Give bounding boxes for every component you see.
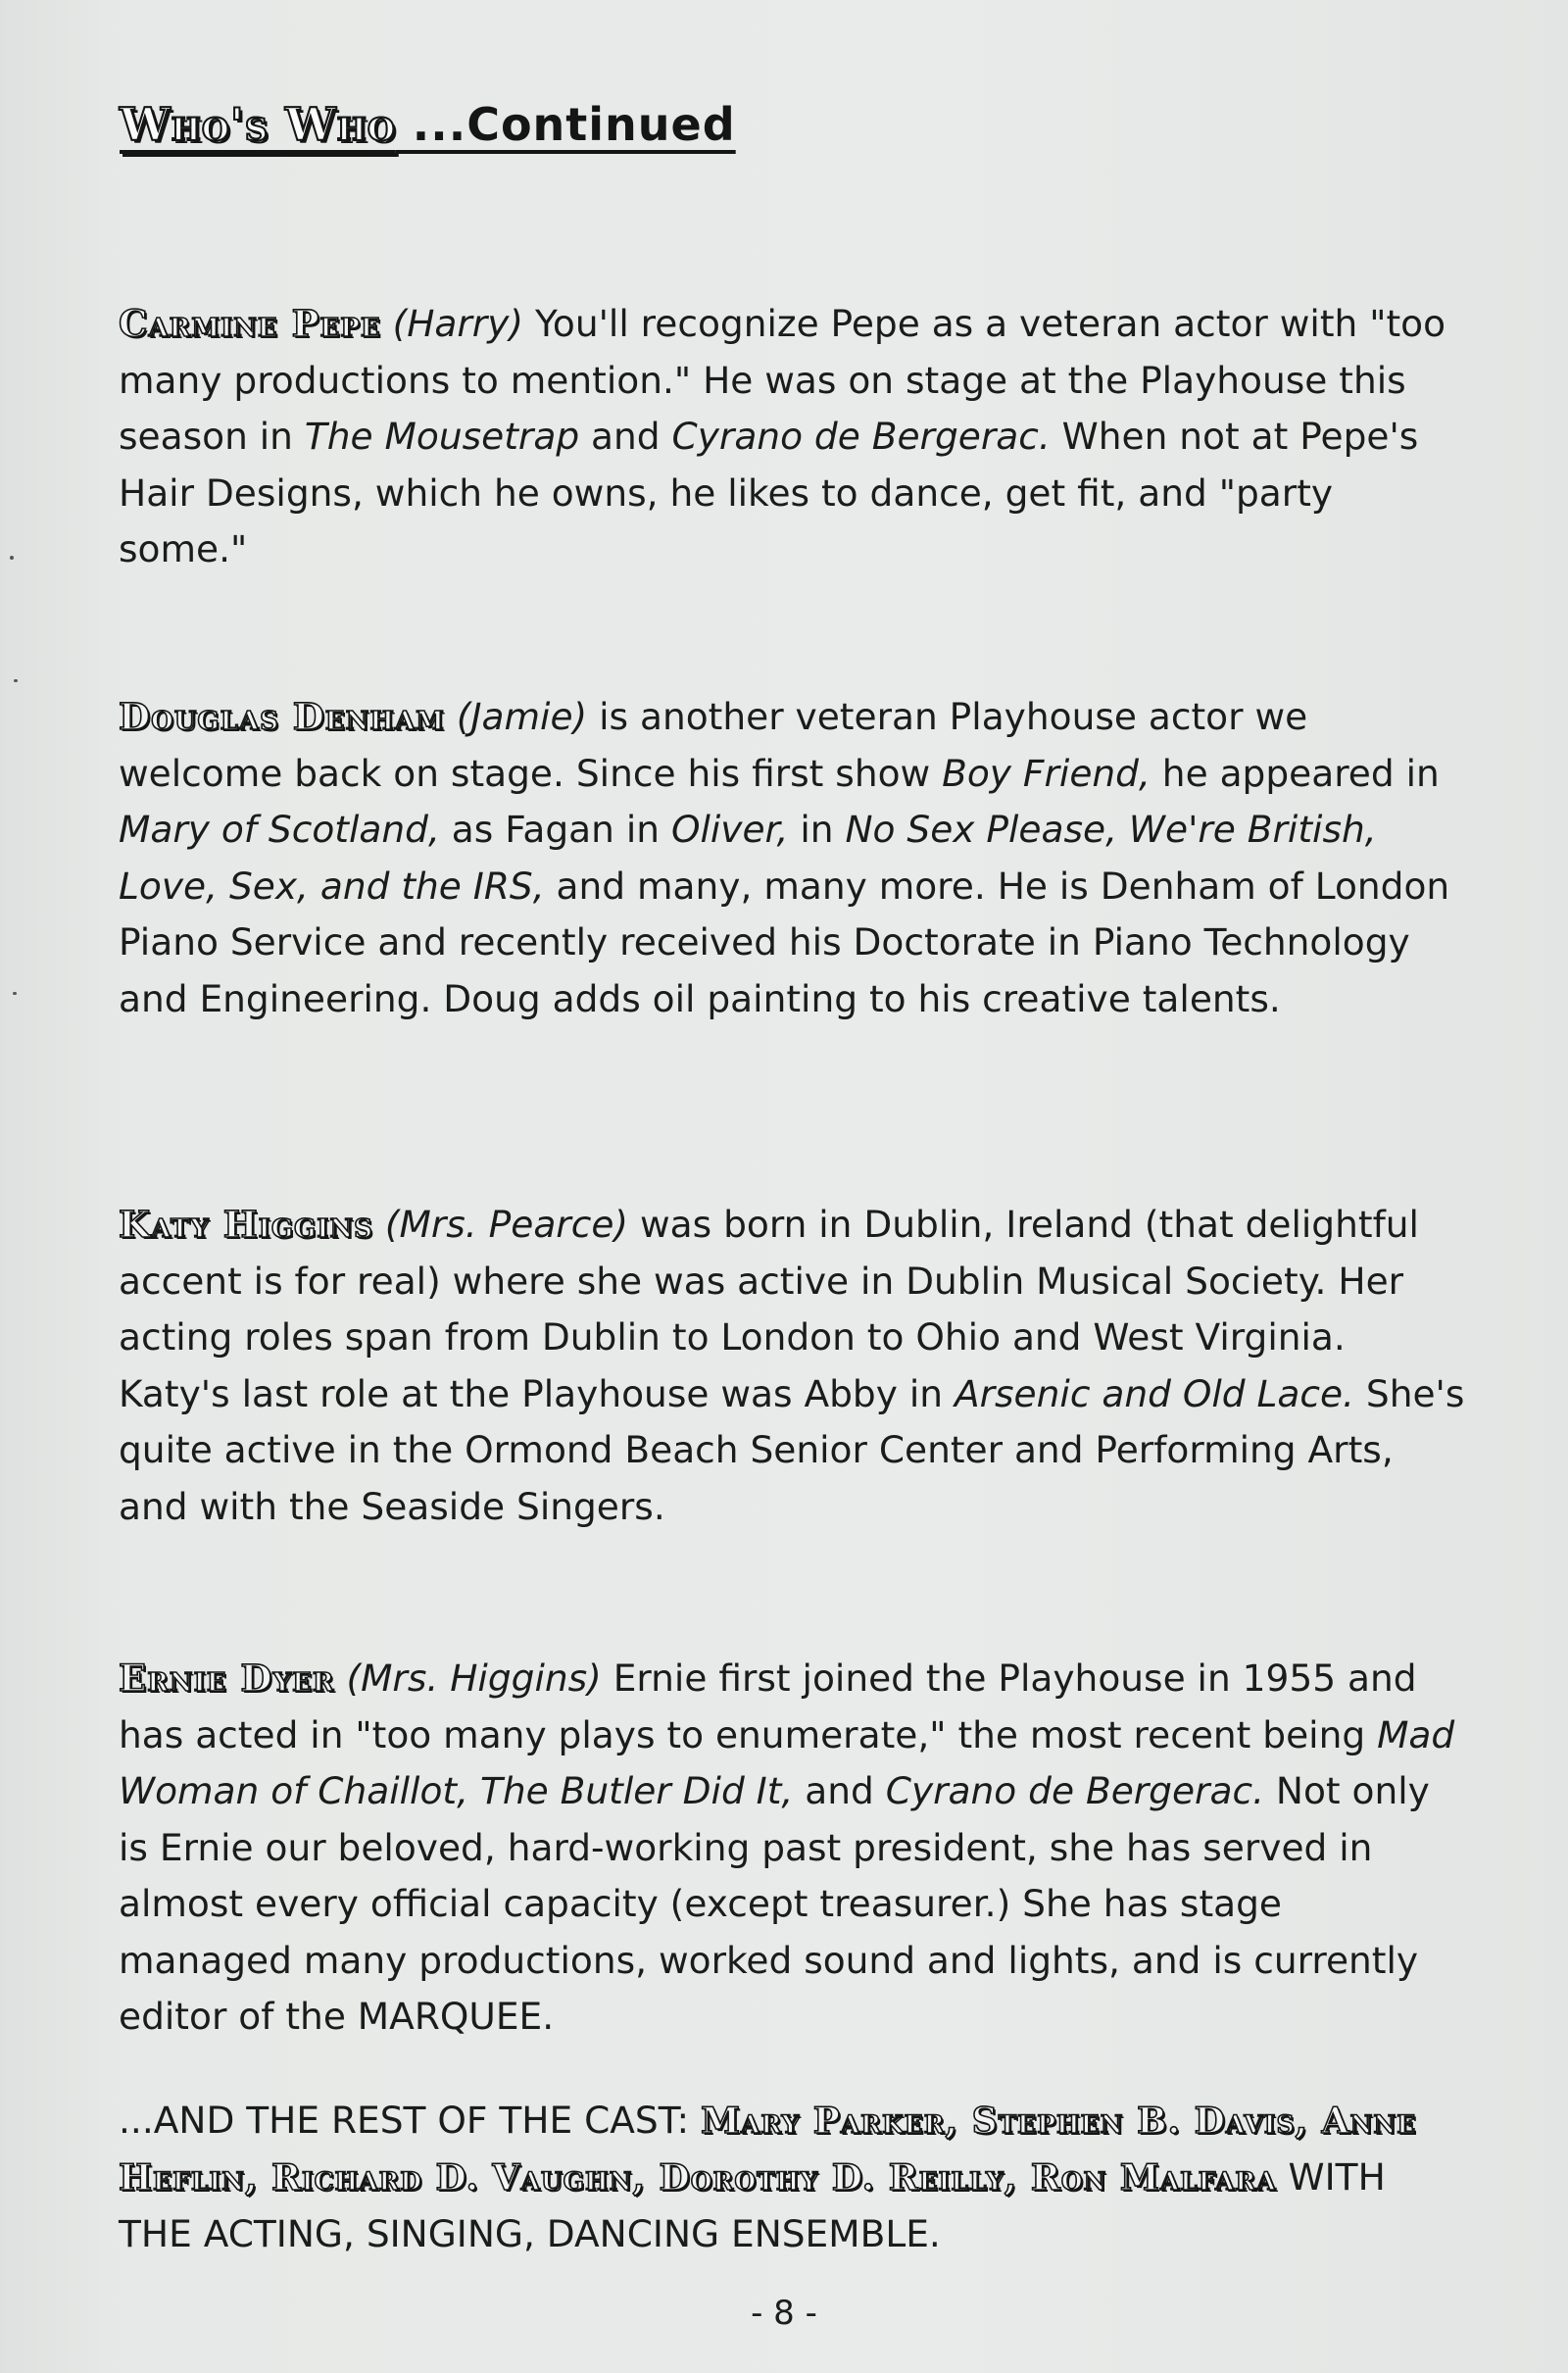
bio-sentence: and — [579, 415, 672, 458]
header-continued: ...Continued — [395, 98, 736, 151]
work-title: Boy Friend, — [942, 751, 1151, 795]
bio-carmine-pepe — [119, 296, 1466, 578]
work-title: Oliver, — [670, 808, 789, 851]
bio-text — [119, 1203, 1464, 1528]
work-title: Cyrano de Bergerac. — [885, 1769, 1264, 1812]
bio-text — [119, 695, 1449, 1020]
margin-speck — [13, 992, 17, 995]
bio-role: (Harry) — [392, 302, 524, 345]
bio-sentence: as Fagan in — [439, 808, 671, 851]
work-title: Cyrano de Bergerac. — [671, 415, 1051, 458]
bio-katy-higgins — [119, 1197, 1466, 1535]
bio-sentence: She's quite active in the Ormond Beach Senior Center and Performing Arts, and with the Seaside Singers. — [119, 1371, 1465, 1528]
bio-role: (Mrs. Higgins) — [346, 1656, 602, 1700]
rest-of-cast — [119, 2093, 1466, 2262]
margin-speck — [14, 679, 18, 682]
work-title: Arsenic and Old Lace. — [954, 1371, 1354, 1415]
bio-name: Katy Higgins — [119, 1203, 373, 1246]
bio-name: Douglas Denham — [119, 695, 445, 738]
bio-sentence: was born in Dublin, Ireland (that delightful accent is for real) where she was active in Dublin Musical Society. Her acting roles span from Dublin to London to Ohio and West Virginia. Katy's last role at the Playhouse was Abby in — [119, 1203, 1419, 1415]
work-title: No Sex Please, We're British, Love, Sex, and the IRS, — [119, 808, 1377, 908]
page-header — [120, 98, 736, 151]
bio-sentence: Not only is Ernie our beloved, hard-working past president, she has served in almost every official capacity (except treasurer.) She has stage managed many productions, worked sound and lights, and is currently editor of the MARQUEE. — [119, 1769, 1430, 2038]
header-title: Who's Who — [120, 98, 396, 151]
bio-sentence: and many, many more. He is Denham of London Piano Service and recently received his Doctorate in Piano Technology and Engineering. Doug adds oil painting to his creative talents. — [119, 864, 1450, 1020]
rest-names: Mary Parker, Stephen B. Davis, Anne Heflin, Richard D. Vaughn, Dorothy D. Reilly, Ron Malfara — [119, 2101, 1417, 2199]
margin-speck — [10, 556, 14, 560]
bio-sentence: he appeared in — [1150, 751, 1440, 795]
work-title: The Mousetrap — [304, 415, 580, 458]
bio-role: (Mrs. Pearce) — [384, 1203, 629, 1246]
bio-name: Carmine Pepe — [119, 302, 381, 345]
rest-intro: ...AND THE REST OF THE CAST: — [119, 2099, 702, 2142]
rest-outro: WITH THE ACTING, SINGING, DANCING ENSEMBLE. — [119, 2155, 1386, 2255]
bio-text — [119, 1656, 1454, 2038]
bio-sentence: Ernie first joined the Playhouse in 1955 and has acted in "too many plays to enumerate," the most recent being — [119, 1656, 1417, 1756]
bio-sentence: You'll recognize Pepe as a veteran actor with "too many productions to mention." He was on stage at the Playhouse this season in — [119, 302, 1446, 458]
page-number: - 8 - — [751, 2294, 817, 2333]
work-title: Mary of Scotland, — [119, 808, 440, 851]
bio-name: Ernie Dyer — [119, 1656, 335, 1700]
work-title: Mad Woman of Chaillot, The Butler Did It, — [119, 1712, 1455, 1812]
bio-sentence: and — [793, 1769, 886, 1812]
bio-role: (Jamie) — [456, 695, 588, 738]
bio-sentence: in — [788, 808, 846, 851]
bio-ernie-dyer — [119, 1651, 1466, 2046]
bio-sentence: When not at Pepe's Hair Designs, which he owns, he likes to dance, get fit, and "party some." — [119, 415, 1419, 570]
bio-douglas-denham — [119, 689, 1466, 1027]
bio-sentence: is another veteran Playhouse actor we welcome back on stage. Since his first show — [119, 695, 1308, 795]
